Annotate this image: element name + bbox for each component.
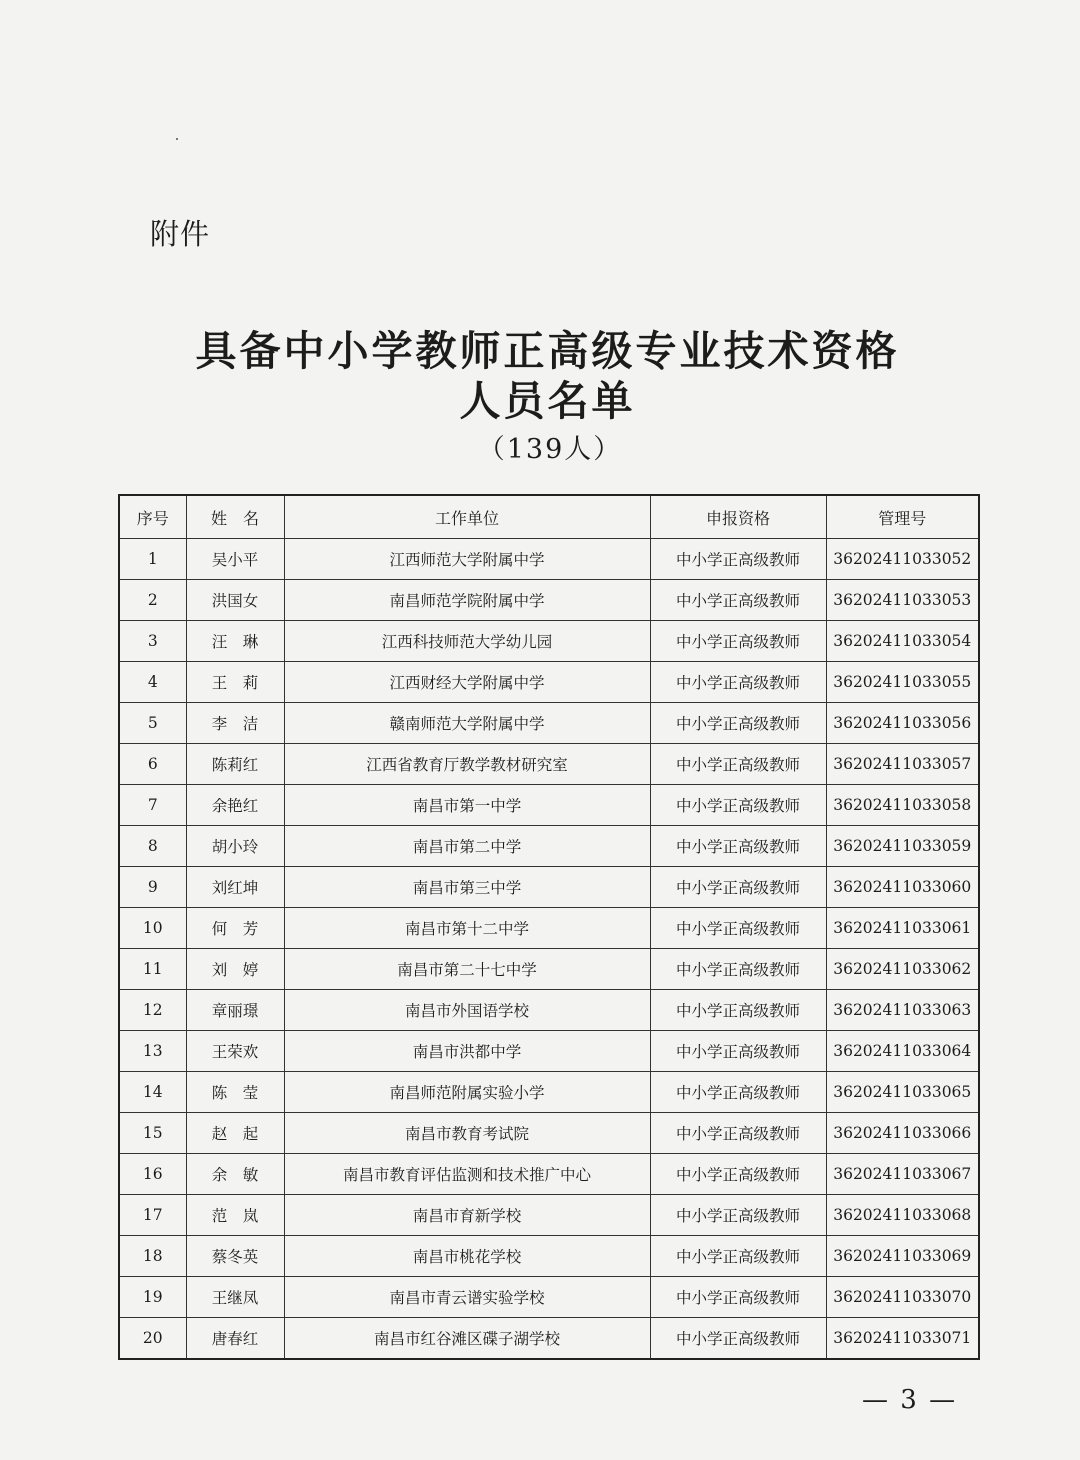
table-row: [119, 703, 979, 744]
cell-work-unit: 江西省教育厅教学教材研究室: [284, 744, 650, 785]
cell-qualification: 中小学正高级教师: [650, 990, 826, 1031]
cell-name: 李 洁: [186, 703, 284, 744]
cell-qualification: 中小学正高级教师: [650, 703, 826, 744]
cell-work-unit: 南昌市桃花学校: [284, 1236, 650, 1277]
cell-serial: 4: [119, 662, 186, 703]
table-row: [119, 785, 979, 826]
cell-qualification: 中小学正高级教师: [650, 662, 826, 703]
cell-management-no: 36202411033052: [826, 539, 979, 580]
cell-name: 余艳红: [186, 785, 284, 826]
table-header-row: [119, 495, 979, 539]
cell-management-no: 36202411033060: [826, 867, 979, 908]
personnel-count: （139人）: [477, 434, 623, 465]
table-row: [119, 744, 979, 785]
cell-name: 洪国女: [186, 580, 284, 621]
cell-serial: 12: [119, 990, 186, 1031]
cell-management-no: 36202411033056: [826, 703, 979, 744]
table-row: [119, 1031, 979, 1072]
cell-name: 汪 琳: [186, 621, 284, 662]
header-work-unit: 工作单位: [284, 495, 650, 539]
cell-name: 范 岚: [186, 1195, 284, 1236]
table-row: [119, 949, 979, 990]
cell-management-no: 36202411033071: [826, 1318, 979, 1360]
cell-name: 赵 起: [186, 1113, 284, 1154]
cell-qualification: 中小学正高级教师: [650, 949, 826, 990]
cell-name: 王荣欢: [186, 1031, 284, 1072]
cell-qualification: 中小学正高级教师: [650, 1195, 826, 1236]
cell-work-unit: 江西财经大学附属中学: [284, 662, 650, 703]
cell-qualification: 中小学正高级教师: [650, 867, 826, 908]
cell-name: 何 芳: [186, 908, 284, 949]
cell-work-unit: 南昌市外国语学校: [284, 990, 650, 1031]
table-row: [119, 867, 979, 908]
cell-name: 唐春红: [186, 1318, 284, 1360]
cell-work-unit: 南昌市第二十七中学: [284, 949, 650, 990]
cell-serial: 3: [119, 621, 186, 662]
cell-qualification: 中小学正高级教师: [650, 1072, 826, 1113]
table-row: [119, 1154, 979, 1195]
cell-management-no: 36202411033058: [826, 785, 979, 826]
table-row: [119, 580, 979, 621]
table-row: [119, 539, 979, 580]
cell-work-unit: 南昌市洪都中学: [284, 1031, 650, 1072]
cell-qualification: 中小学正高级教师: [650, 744, 826, 785]
cell-qualification: 中小学正高级教师: [650, 785, 826, 826]
cell-name: 陈 莹: [186, 1072, 284, 1113]
cell-serial: 20: [119, 1318, 186, 1360]
cell-management-no: 36202411033055: [826, 662, 979, 703]
cell-work-unit: 南昌市教育评估监测和技术推广中心: [284, 1154, 650, 1195]
cell-serial: 18: [119, 1236, 186, 1277]
cell-qualification: 中小学正高级教师: [650, 1318, 826, 1360]
cell-work-unit: 南昌师范附属实验小学: [284, 1072, 650, 1113]
cell-management-no: 36202411033068: [826, 1195, 979, 1236]
cell-management-no: 36202411033061: [826, 908, 979, 949]
cell-serial: 10: [119, 908, 186, 949]
cell-management-no: 36202411033057: [826, 744, 979, 785]
table-row: [119, 990, 979, 1031]
cell-name: 王继凤: [186, 1277, 284, 1318]
cell-serial: 15: [119, 1113, 186, 1154]
cell-serial: 8: [119, 826, 186, 867]
scan-speck: [176, 138, 178, 140]
cell-work-unit: 南昌市红谷滩区碟子湖学校: [284, 1318, 650, 1360]
cell-serial: 14: [119, 1072, 186, 1113]
table-body: [119, 539, 979, 1360]
cell-work-unit: 赣南师范大学附属中学: [284, 703, 650, 744]
cell-management-no: 36202411033066: [826, 1113, 979, 1154]
page-number: — 3 —: [862, 1385, 958, 1415]
table-row: [119, 662, 979, 703]
cell-management-no: 36202411033063: [826, 990, 979, 1031]
cell-management-no: 36202411033070: [826, 1277, 979, 1318]
cell-work-unit: 南昌市第二中学: [284, 826, 650, 867]
cell-name: 陈莉红: [186, 744, 284, 785]
cell-serial: 2: [119, 580, 186, 621]
cell-name: 刘红坤: [186, 867, 284, 908]
cell-name: 王 莉: [186, 662, 284, 703]
cell-management-no: 36202411033069: [826, 1236, 979, 1277]
cell-name: 刘 婷: [186, 949, 284, 990]
table-row: [119, 1236, 979, 1277]
header-qualification: 申报资格: [650, 495, 826, 539]
cell-management-no: 36202411033067: [826, 1154, 979, 1195]
cell-work-unit: 南昌市教育考试院: [284, 1113, 650, 1154]
cell-qualification: 中小学正高级教师: [650, 621, 826, 662]
roster-table: [118, 494, 980, 1360]
cell-management-no: 36202411033064: [826, 1031, 979, 1072]
cell-name: 章丽璟: [186, 990, 284, 1031]
attachment-label: 附件: [150, 217, 211, 251]
cell-management-no: 36202411033059: [826, 826, 979, 867]
cell-serial: 11: [119, 949, 186, 990]
cell-qualification: 中小学正高级教师: [650, 580, 826, 621]
cell-qualification: 中小学正高级教师: [650, 1154, 826, 1195]
cell-work-unit: 江西师范大学附属中学: [284, 539, 650, 580]
cell-serial: 17: [119, 1195, 186, 1236]
cell-work-unit: 江西科技师范大学幼儿园: [284, 621, 650, 662]
table-row: [119, 908, 979, 949]
cell-management-no: 36202411033054: [826, 621, 979, 662]
cell-management-no: 36202411033062: [826, 949, 979, 990]
cell-work-unit: 南昌市第一中学: [284, 785, 650, 826]
table-row: [119, 1195, 979, 1236]
table-row: [119, 826, 979, 867]
cell-serial: 9: [119, 867, 186, 908]
cell-name: 吴小平: [186, 539, 284, 580]
table-row: [119, 1277, 979, 1318]
cell-serial: 16: [119, 1154, 186, 1195]
cell-qualification: 中小学正高级教师: [650, 1236, 826, 1277]
table-row: [119, 1072, 979, 1113]
header-management-no: 管理号: [826, 495, 979, 539]
cell-qualification: 中小学正高级教师: [650, 539, 826, 580]
document-title-line1: 具备中小学教师正高级专业技术资格: [195, 327, 900, 375]
cell-name: 余 敏: [186, 1154, 284, 1195]
cell-work-unit: 南昌市青云谱实验学校: [284, 1277, 650, 1318]
cell-name: 蔡冬英: [186, 1236, 284, 1277]
cell-serial: 7: [119, 785, 186, 826]
cell-management-no: 36202411033053: [826, 580, 979, 621]
table-row: [119, 1318, 979, 1360]
cell-serial: 19: [119, 1277, 186, 1318]
cell-work-unit: 南昌市第十二中学: [284, 908, 650, 949]
cell-qualification: 中小学正高级教师: [650, 908, 826, 949]
cell-work-unit: 南昌师范学院附属中学: [284, 580, 650, 621]
table-row: [119, 621, 979, 662]
cell-name: 胡小玲: [186, 826, 284, 867]
cell-work-unit: 南昌市育新学校: [284, 1195, 650, 1236]
cell-qualification: 中小学正高级教师: [650, 1031, 826, 1072]
header-name: 姓 名: [186, 495, 284, 539]
cell-work-unit: 南昌市第三中学: [284, 867, 650, 908]
cell-serial: 13: [119, 1031, 186, 1072]
cell-qualification: 中小学正高级教师: [650, 1113, 826, 1154]
cell-serial: 1: [119, 539, 186, 580]
document-title-line2: 人员名单: [459, 377, 636, 425]
cell-serial: 5: [119, 703, 186, 744]
cell-qualification: 中小学正高级教师: [650, 1277, 826, 1318]
header-serial: 序号: [119, 495, 186, 539]
cell-management-no: 36202411033065: [826, 1072, 979, 1113]
cell-qualification: 中小学正高级教师: [650, 826, 826, 867]
table-row: [119, 1113, 979, 1154]
cell-serial: 6: [119, 744, 186, 785]
